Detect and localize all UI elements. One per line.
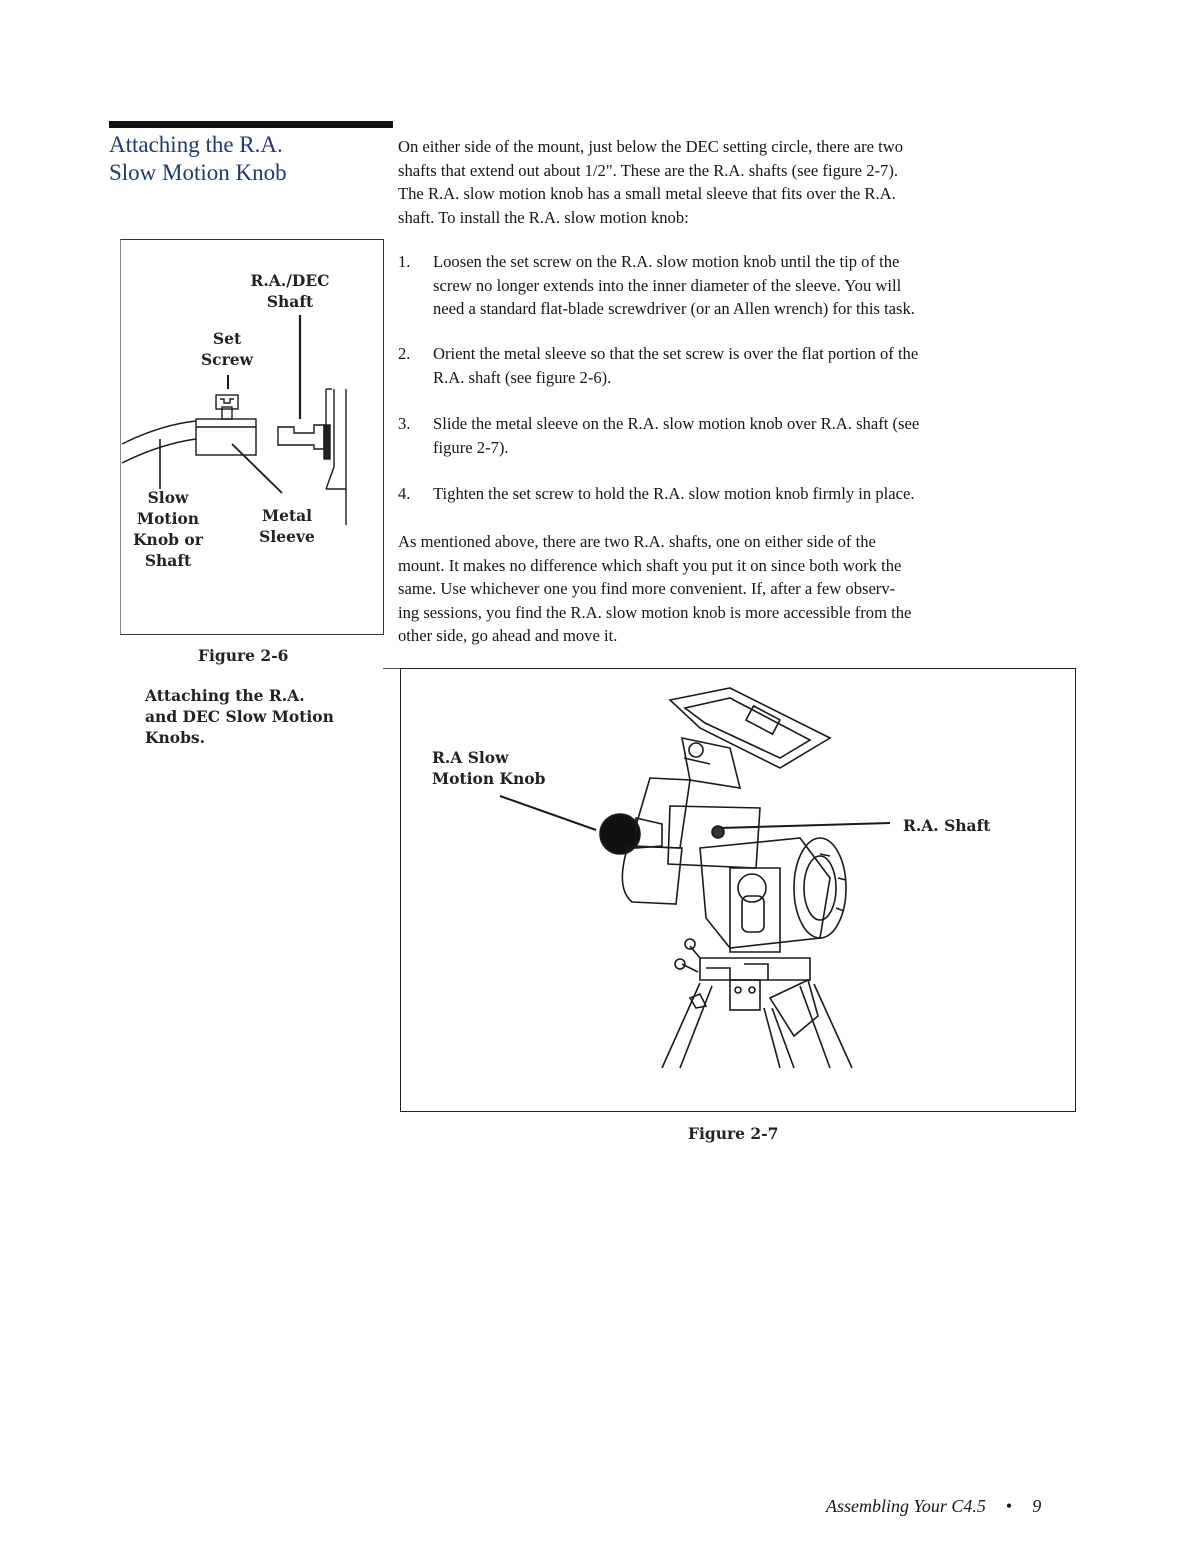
step-number: 2. bbox=[398, 344, 411, 363]
section-title-line: Slow Motion Knob bbox=[109, 160, 287, 185]
section-title-line: Attaching the R.A. bbox=[109, 132, 283, 157]
step-item bbox=[398, 482, 1078, 506]
intro-line: shafts that extend out about 1/2". These are the R.A. shafts (see figure 2-7). bbox=[398, 160, 898, 180]
step-number: 1. bbox=[398, 252, 411, 271]
section-rule bbox=[109, 121, 393, 128]
label-line: R.A Slow bbox=[432, 748, 509, 767]
label-line: Motion bbox=[136, 509, 200, 528]
label-ra-slow-motion-knob bbox=[432, 747, 545, 789]
step-line: Slide the metal sleeve on the R.A. slow motion knob over R.A. shaft (see bbox=[433, 414, 920, 433]
section-title bbox=[109, 131, 379, 187]
label-ra-dec-shaft bbox=[232, 270, 348, 312]
label-line: Shaft bbox=[266, 292, 314, 311]
mention-line: As mentioned above, there are two R.A. shafts, one on either side of the bbox=[398, 532, 876, 551]
label-line: Motion Knob bbox=[432, 769, 546, 788]
step-line: screw no longer extends into the inner diameter of the sleeve. You will bbox=[433, 275, 902, 295]
footer-bullet: • bbox=[1005, 1496, 1013, 1516]
intro-line: shaft. To install the R.A. slow motion knob: bbox=[398, 207, 689, 227]
step-item bbox=[398, 412, 1078, 459]
label-line: Screw bbox=[200, 350, 253, 369]
intro-line: The R.A. slow motion knob has a small metal sleeve that fits over the R.A. bbox=[398, 184, 896, 203]
description-line: Attaching the R.A. bbox=[145, 686, 305, 705]
figure-2-7-caption: Figure 2-7 bbox=[688, 1124, 779, 1143]
step-line: Orient the metal sleeve so that the set screw is over the flat portion of the bbox=[433, 344, 919, 363]
intro-paragraph bbox=[398, 135, 1073, 229]
step-number: 3. bbox=[398, 414, 411, 433]
figure-2-6-caption: Figure 2-6 bbox=[198, 646, 289, 665]
mention-line: same. Use whichever one you find more convenient. If, after a few observ- bbox=[398, 579, 896, 598]
step-line: R.A. shaft (see figure 2-6). bbox=[433, 367, 612, 387]
label-line: Knob or bbox=[133, 530, 203, 549]
step-line: Tighten the set screw to hold the R.A. slow motion knob firmly in place. bbox=[433, 484, 915, 503]
label-line: Shaft bbox=[144, 551, 192, 570]
label-line: Metal bbox=[261, 506, 313, 525]
page-number: 9 bbox=[1032, 1496, 1042, 1516]
label-ra-shaft: R.A. Shaft bbox=[903, 816, 991, 835]
step-item bbox=[398, 250, 1078, 321]
label-line: Set bbox=[212, 329, 242, 348]
step-line: need a standard flat-blade screwdriver (or an Allen wrench) for this task. bbox=[433, 299, 915, 318]
figure-2-6-description bbox=[145, 685, 334, 748]
step-number: 4. bbox=[398, 484, 411, 503]
page-footer bbox=[826, 1496, 1041, 1517]
intro-line: On either side of the mount, just below the DEC setting circle, there are two bbox=[398, 137, 904, 156]
description-line: Knobs. bbox=[145, 728, 206, 747]
label-metal-sleeve bbox=[254, 505, 320, 547]
mention-line: other side, go ahead and move it. bbox=[398, 626, 618, 645]
figure-2-7-illustration bbox=[400, 668, 1074, 1110]
label-line: R.A./DEC bbox=[250, 271, 330, 290]
step-line: figure 2-7). bbox=[433, 437, 509, 457]
mention-paragraph bbox=[398, 530, 1073, 648]
label-set-screw bbox=[196, 328, 258, 370]
mention-line: ing sessions, you find the R.A. slow motion knob is more accessible from the bbox=[398, 602, 912, 622]
footer-title: Assembling Your C4.5 bbox=[826, 1496, 986, 1516]
description-line: and DEC Slow Motion bbox=[145, 707, 334, 726]
label-line: Slow bbox=[147, 488, 189, 507]
label-line: Sleeve bbox=[259, 527, 315, 546]
label-slow-motion-knob bbox=[128, 487, 208, 571]
step-item bbox=[398, 342, 1078, 389]
step-line: Loosen the set screw on the R.A. slow motion knob until the tip of the bbox=[433, 252, 900, 271]
mention-line: mount. It makes no difference which shaft you put it on since both work the bbox=[398, 555, 902, 575]
